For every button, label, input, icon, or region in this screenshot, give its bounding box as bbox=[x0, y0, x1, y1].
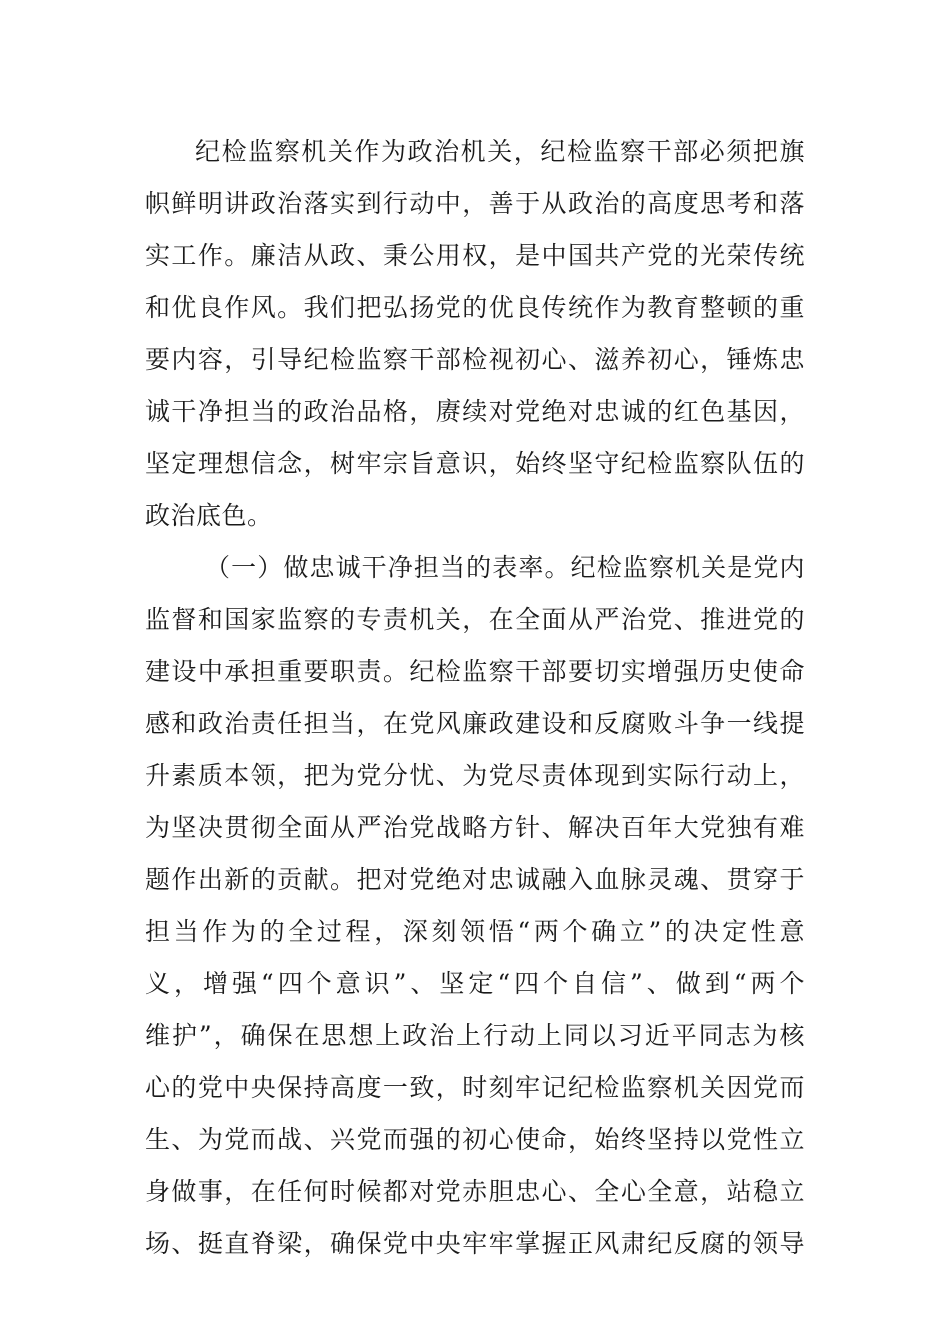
text-line: 心的党中央保持高度一致，时刻牢记纪检监察机关因党而 bbox=[145, 1073, 805, 1102]
text-line: 纪检监察机关作为政治机关，纪检监察干部必须把旗 bbox=[195, 137, 805, 166]
text-line: 升素质本领，把为党分忧、为党尽责体现到实际行动上， bbox=[145, 761, 805, 790]
text-line: 坚定理想信念，树牢宗旨意识，始终坚守纪检监察队伍的 bbox=[145, 449, 805, 478]
text-line: 为坚决贯彻全面从严治党战略方针、解决百年大党独有难 bbox=[145, 813, 805, 842]
text-line: 身做事，在任何时候都对党赤胆忠心、全心全意，站稳立 bbox=[145, 1177, 805, 1206]
text-line: 要内容，引导纪检监察干部检视初心、滋养初心，锤炼忠 bbox=[145, 345, 805, 374]
text-line: 监督和国家监察的专责机关，在全面从严治党、推进党的 bbox=[145, 605, 805, 634]
text-line: 帜鲜明讲政治落实到行动中，善于从政治的高度思考和落 bbox=[145, 189, 805, 218]
text-line: 诚干净担当的政治品格，赓续对党绝对忠诚的红色基因， bbox=[145, 397, 805, 426]
text-line: 义，增强“四个意识”、坚定“四个自信”、做到“两个 bbox=[145, 969, 805, 998]
text-line: 实工作。廉洁从政、秉公用权，是中国共产党的光荣传统 bbox=[145, 241, 805, 270]
text-line: 场、挺直脊梁，确保党中央牢牢掌握正风肃纪反腐的领导 bbox=[145, 1229, 805, 1258]
text-line: 题作出新的贡献。把对党绝对忠诚融入血脉灵魂、贯穿于 bbox=[145, 865, 805, 894]
text-line: 和优良作风。我们把弘扬党的优良传统作为教育整顿的重 bbox=[145, 293, 805, 322]
text-line: （一）做忠诚干净担当的表率。纪检监察机关是党内 bbox=[205, 553, 805, 582]
text-line: 担当作为的全过程，深刻领悟“两个确立”的决定性意 bbox=[145, 917, 805, 946]
text-line: 建设中承担重要职责。纪检监察干部要切实增强历史使命 bbox=[145, 657, 805, 686]
text-line: 生、为党而战、兴党而强的初心使命，始终坚持以党性立 bbox=[145, 1125, 805, 1154]
text-line: 感和政治责任担当，在党风廉政建设和反腐败斗争一线提 bbox=[145, 709, 805, 738]
text-line: 维护”，确保在思想上政治上行动上同以习近平同志为核 bbox=[145, 1021, 805, 1050]
text-line: 政治底色。 bbox=[145, 501, 273, 530]
